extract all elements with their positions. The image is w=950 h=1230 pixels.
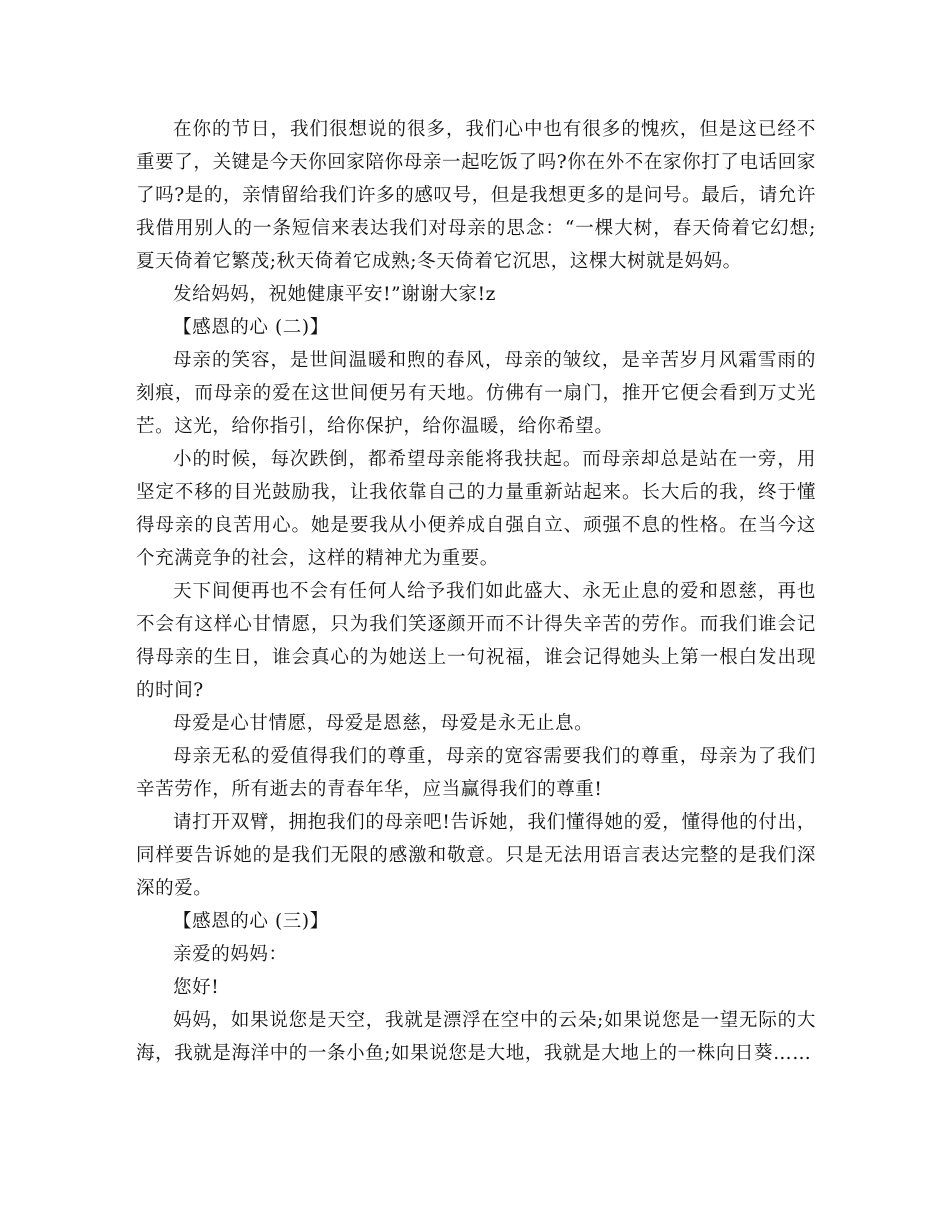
- letter-salutation: 亲爱的妈妈：: [173, 944, 288, 965]
- paragraph-endless-love: 天下间便再也不会有任何人给予我们如此盛大、永无止息的爱和恩慈，再也不会有这样心甘情愿，只为我们笑逐颜开而不计得失辛苦的劳作。而我们谁会记得母亲的生日，谁会真心的为她送上一句祝福，谁会记得她头上第一根白发出现的时间?: [136, 581, 816, 701]
- paragraph-mother-love-is: 母爱是心甘情愿，母爱是恩慈，母爱是永无止息。: [173, 713, 594, 734]
- paragraph-childhood: 小的时候，每次跌倒，都希望母亲能将我扶起。而母亲却总是站在一旁，用坚定不移的目光鼓励我，让我依靠自己的力量重新站起来。长大后的我，终于懂得母亲的良苦用心。她是要我从小便养成自强自立、顽强不息的性格。在当今这个充满竞争的社会，这样的精神尤为重要。: [136, 449, 816, 569]
- paragraph-mother-smile: 母亲的笑容，是世间温暖和煦的春风，母亲的皱纹，是辛苦岁月风霜雪雨的刻痕，而母亲的爱在这世间便另有天地。仿佛有一扇门，推开它便会看到万丈光芒。这光，给你指引，给你保护，给你温暖，给你希望。: [136, 350, 816, 437]
- document-body: [136, 113, 816, 1070]
- paragraph-respect: 母亲无私的爱值得我们的尊重，母亲的宽容需要我们的尊重，母亲为了我们辛苦劳作，所有逝去的青春年华，应当赢得我们的尊重!: [136, 746, 816, 800]
- section-heading-3: 【感恩的心 (三)】: [173, 911, 329, 932]
- section-heading-2: 【感恩的心 (二)】: [173, 317, 329, 338]
- paragraph-sky-cloud: 妈妈，如果说您是天空，我就是漂浮在空中的云朵;如果说您是一望无际的大海，我就是海洋中的一条小鱼;如果说您是大地，我就是大地上的一株向日葵……: [136, 1010, 816, 1064]
- paragraph-festival-reflection: 在你的节日，我们很想说的很多，我们心中也有很多的愧疚，但是这已经不重要了，关键是今天你回家陪你母亲一起吃饭了吗?你在外不在家你打了电话回家了吗?是的，亲情留给我们许多的感叹号，但是我想更多的是问号。最后，请允许我借用别人的一条短信来表达我们对母亲的思念：“一棵大树，春天倚着它幻想;夏天倚着它繁茂;秋天倚着它成熟;冬天倚着它沉思，这棵大树就是妈妈。: [136, 119, 816, 272]
- paragraph-embrace: 请打开双臂，拥抱我们的母亲吧!告诉她，我们懂得她的爱，懂得他的付出，同样要告诉她的是我们无限的感激和敬意。只是无法用语言表达完整的是我们深深的爱。: [136, 812, 816, 899]
- letter-greeting: 您好!: [173, 977, 220, 998]
- paragraph-wish-mother: 发给妈妈，祝她健康平安!”谢谢大家!z: [173, 284, 496, 305]
